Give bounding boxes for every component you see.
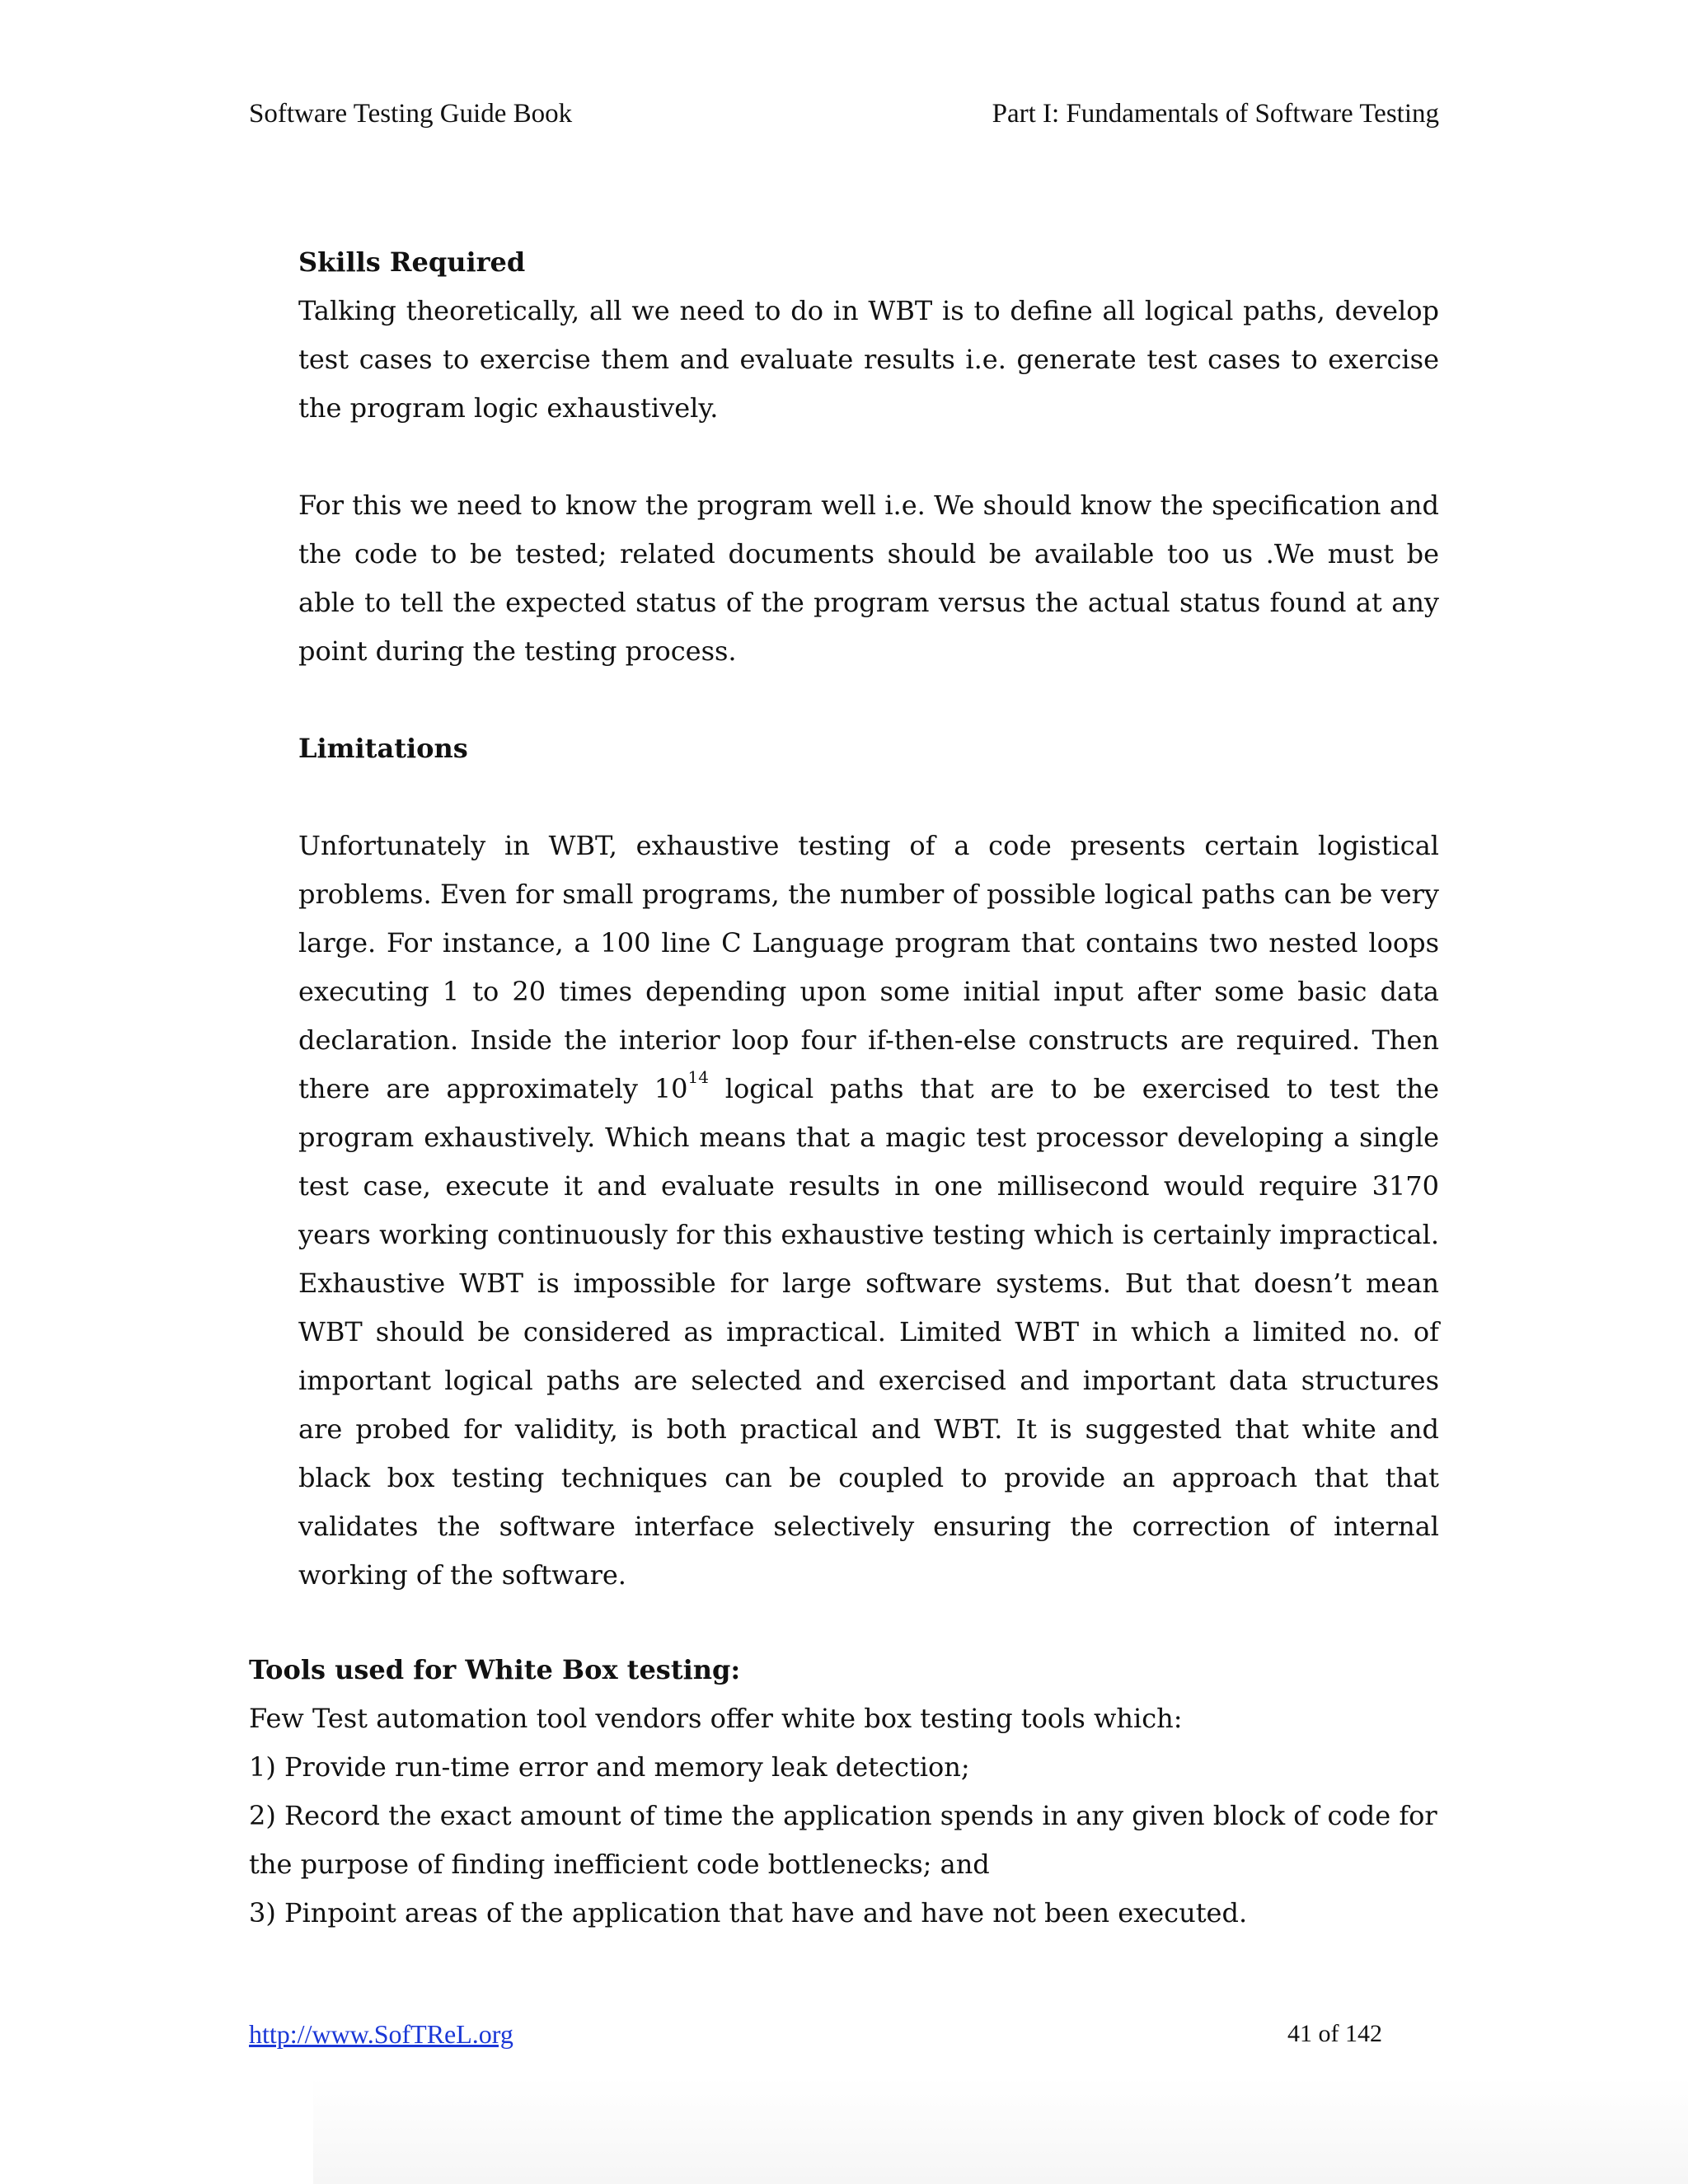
page-number: 41 of 142: [1287, 2020, 1382, 2047]
tools-item-3: 3) Pinpoint areas of the application that have and have not been executed.: [249, 1897, 1248, 1929]
exponent: 14: [687, 1067, 709, 1087]
tools-intro: Few Test automation tool vendors offer white box testing tools which:: [249, 1703, 1183, 1734]
running-header-title: Software Testing Guide Book: [249, 99, 573, 129]
page-shadow: [313, 2077, 1688, 2184]
footer-website-link[interactable]: http://www.SofTReL.org: [249, 2019, 513, 2049]
skills-heading: Skills Required: [298, 246, 526, 278]
limitations-heading: Limitations: [298, 733, 468, 764]
running-header-part: Part I: Fundamentals of Software Testing: [992, 99, 1439, 129]
skills-section: [298, 238, 1439, 433]
skills-paragraph-2-block: [298, 481, 1439, 676]
skills-paragraph-2: For this we need to know the program well i.e. We should know the specification and the code to be tested; related documents should be available too us .We must be able to tell the expected status of the program versus the actual status found at any point during the testing process.: [298, 490, 1439, 667]
tools-item-2: 2) Record the exact amount of time the application spends in any given block of code for the purpose of finding inefficient code bottlenecks; and: [249, 1800, 1437, 1880]
tools-section: [249, 1646, 1439, 1938]
tools-heading: Tools used for White Box testing:: [249, 1654, 741, 1685]
limitations-paragraph-block: [298, 822, 1439, 1600]
tools-item-1: 1) Provide run-time error and memory leak detection;: [249, 1751, 970, 1783]
limitations-text-start: Unfortunately in WBT, exhaustive testing of a code presents certain logistical problems. Even for small programs, the number of possible logical paths can be very large. For instance, a 100 line C Language program that contains two nested loops executing 1 to 20 times depending upon some initial input after some basic data declaration. Inside the interior loop four if-then-else constructs are required. Then there are approximately 10: [298, 830, 1439, 1104]
limitations-text-end: logical paths that are to be exercised to test the program exhaustively. Which means that a magic test processor developing a single test case, execute it and evaluate results in one millisecond would require 3170 years working continuously for this exhaustive testing which is certainly impractical. Exhaustive WBT is impossible for large software systems. But that doesn’t mean WBT should be considered as impractical. Limited WBT in which a limited no. of important logical paths are selected and exercised and important data structures are probed for validity, is both practical and WBT. It is suggested that white and black box testing techniques can be coupled to provide an approach that that validates the software interface selectively ensuring the correction of internal working of the software.: [298, 1073, 1440, 1591]
limitations-heading-block: [298, 724, 1439, 773]
limitations-paragraph: [298, 822, 1439, 1600]
skills-paragraph-1: Talking theoretically, all we need to do in WBT is to define all logical paths, develop test cases to exercise them and evaluate results i.e. generate test cases to exercise the program logic exhaustively.: [298, 295, 1439, 424]
